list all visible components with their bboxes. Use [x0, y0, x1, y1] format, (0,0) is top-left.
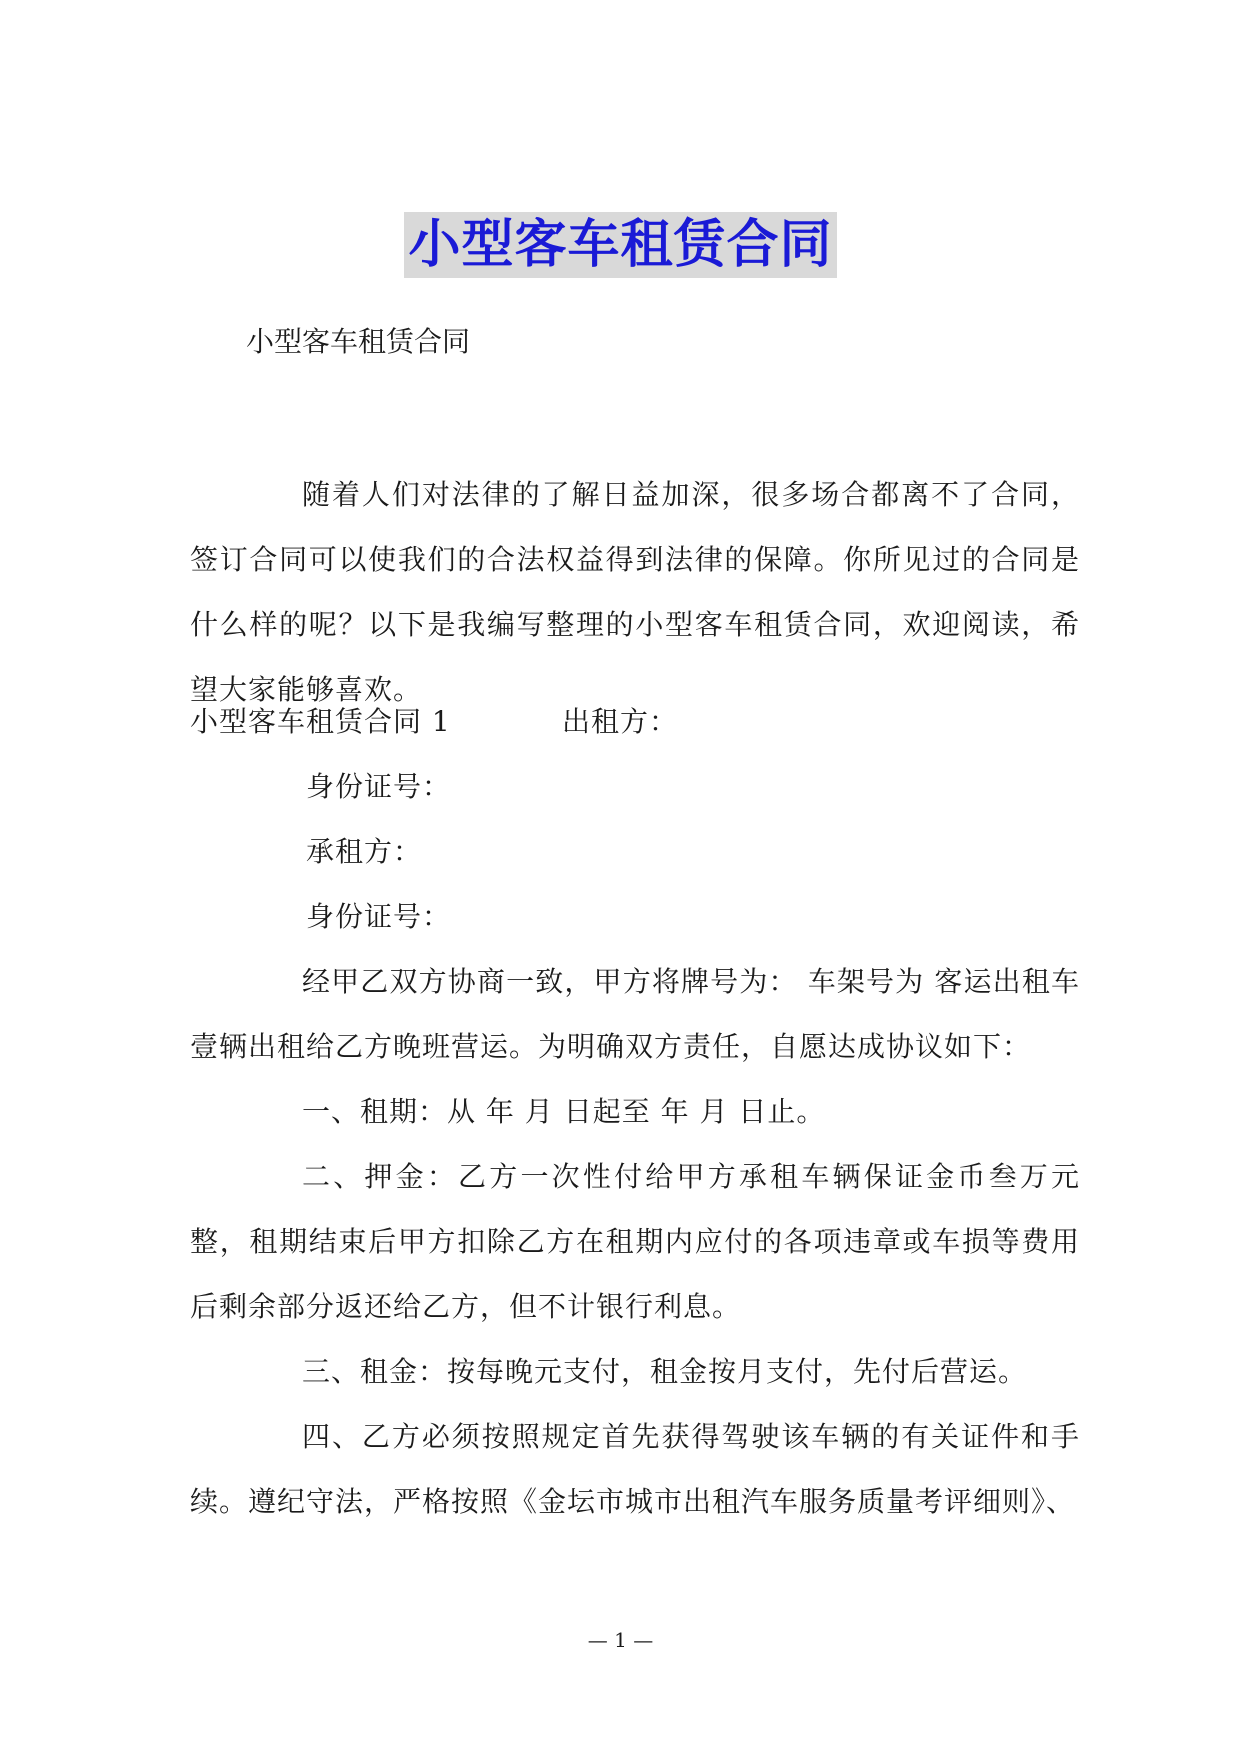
clause-3: 三、租金：按每晚元支付，租金按月支付，先付后营运。 [302, 1355, 1028, 1388]
clause-2: 二、押金：乙方一次性付给甲方承租车辆保证金币叁万元整，租期结束后甲方扣除乙方在租期内应付的各项违章或车损等费用后剩余部分返还给乙方，但不计银行利息。 [190, 1160, 1080, 1323]
lessee-id-label: 身份证号： [306, 900, 452, 933]
lessee-label: 承租方： [306, 835, 423, 868]
page-number: — 1 — [587, 1628, 654, 1652]
document-title: 小型客车租赁合同 [404, 212, 836, 278]
intro-paragraph: 随着人们对法律的了解日益加深，很多场合都离不了合同，签订合同可以使我们的合法权益得到法律的保障。你所见过的合同是什么样的呢？以下是我编写整理的小型客车租赁合同，欢迎阅读，希望大家能够喜欢。 [190, 478, 1080, 706]
intro-section [190, 462, 1080, 722]
lessor-label: 出租方： [562, 705, 679, 738]
clause-4: 四、乙方必须按照规定首先获得驾驶该车辆的有关证件和手续。遵纪守法，严格按照《金坛市城市出租汽车服务质量考评细则》、 [190, 1420, 1080, 1518]
title-container [0, 212, 1241, 278]
agreement-paragraph: 经甲乙双方协商一致，甲方将牌号为： 车架号为 客运出租车壹辆出租给乙方晚班营运。为明确双方责任，自愿达成协议如下： [190, 965, 1080, 1063]
contract-heading: 小型客车租赁合同 1 [190, 705, 451, 738]
lessor-id-label: 身份证号： [306, 770, 452, 803]
document-subtitle: 小型客车租赁合同 [246, 325, 471, 358]
contract-section [190, 689, 1080, 1534]
clause-1: 一、租期：从 年 月 日起至 年 月 日止。 [302, 1095, 826, 1128]
contract-heading-row [190, 689, 1080, 754]
